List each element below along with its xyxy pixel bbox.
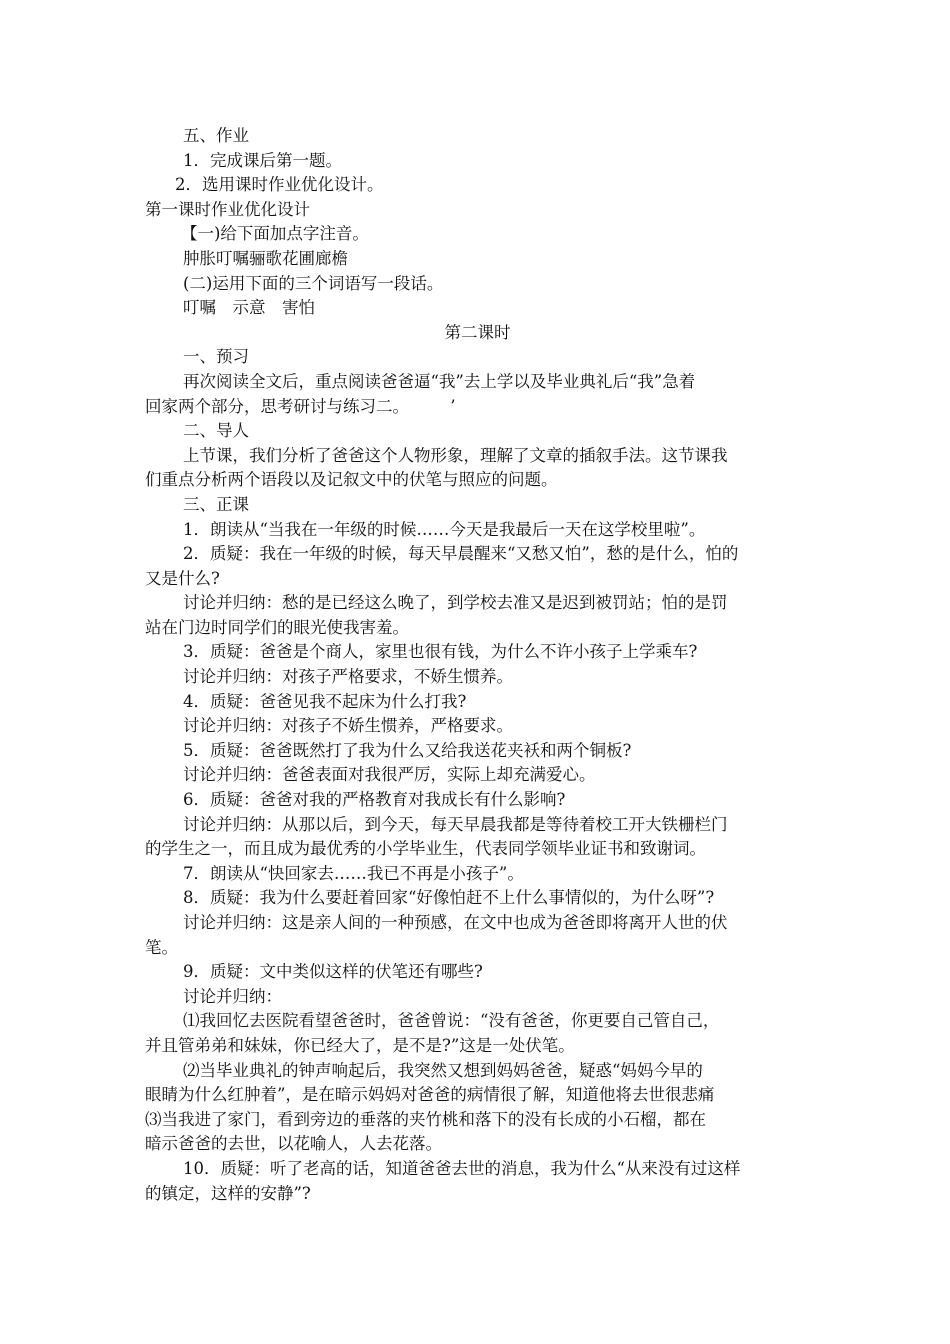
text-line: 的镇定，这样的安静”? bbox=[145, 1183, 311, 1203]
text-line: 的学生之一，而且成为最优秀的小学毕业生，代表同学领毕业证书和致谢词。 bbox=[145, 839, 706, 859]
text-line: 们重点分析两个语段以及记叙文中的伏笔与照应的问题。 bbox=[145, 470, 558, 490]
text-line: 10．质疑：听了老高的话，知道爸爸去世的消息，我为什么“从来没有过这样 bbox=[183, 1158, 741, 1178]
text-line: 2．选用课时作业优化设计。 bbox=[175, 175, 384, 195]
text-line: 7．朗读从“快回家去……我已不再是小孩子”。 bbox=[183, 863, 524, 883]
text-line: 讨论并归纳：这是亲人间的一种预感，在文中也成为爸爸即将离开人世的伏 bbox=[183, 913, 728, 932]
text-line: 3．质疑：爸爸是个商人，家里也很有钱，为什么不许小孩子上学乘车? bbox=[183, 642, 698, 662]
text-line: 笔。 bbox=[145, 937, 178, 957]
text-line: 第二课时 bbox=[444, 322, 511, 342]
text-line: 五、作业 bbox=[183, 126, 249, 145]
text-line: 站在门边时同学们的眼光使我害羞。 bbox=[145, 617, 409, 637]
text-line: 5．质疑：爸爸既然打了我为什么又给我送花夹袄和两个铜板? bbox=[183, 740, 632, 760]
text-line: 讨论并归纳：愁的是已经这么晚了，到学校去准又是迟到被罚站；怕的是罚 bbox=[183, 593, 728, 613]
text-line: 讨论并归纳：从那以后，到今天，每天早晨我都是等待着校工开大铁栅栏门 bbox=[183, 814, 728, 834]
text-line: 1．朗读从“当我在一年级的时候……今天是我最后一天在这学校里啦”。 bbox=[183, 519, 706, 539]
text-line: 【一)给下面加点字注音。 bbox=[181, 224, 369, 244]
text-line: 一、预习 bbox=[183, 347, 249, 367]
document-body bbox=[145, 124, 810, 1206]
text-line: 二、导人 bbox=[183, 421, 249, 441]
text-line: 叮嘱 示意 害怕 bbox=[183, 298, 315, 318]
text-line: (二)运用下面的三个词语写一段话。 bbox=[183, 273, 444, 293]
text-line: 再次阅读全文后，重点阅读爸爸逼“我”去上学以及毕业典礼后“我”急着 bbox=[183, 371, 696, 391]
text-line: 9．质疑：文中类似这样的伏笔还有哪些? bbox=[183, 962, 483, 982]
text-line: 4．质疑：爸爸见我不起床为什么打我? bbox=[183, 691, 467, 711]
text-line: 讨论并归纳：对孩子严格要求，不娇生惯养。 bbox=[183, 667, 513, 687]
text-line: ⑵当毕业典礼的钟声响起后，我突然又想到妈妈爸爸，疑惑“妈妈今早的 bbox=[183, 1060, 703, 1080]
text-line: 8．质疑：我为什么要赶着回家“好像怕赶不上什么事情似的，为什么呀”? bbox=[183, 888, 715, 908]
text-line: 6．质疑：爸爸对我的严格教育对我成长有什么影响? bbox=[183, 790, 566, 810]
text-line: 第一课时作业优化设计 bbox=[145, 199, 310, 219]
text-line: 1．完成课后第一题。 bbox=[183, 150, 342, 170]
text-line: 并且管弟弟和妹妹，你已经大了，是不是?”这是一处伏笔。 bbox=[145, 1035, 575, 1055]
text-line: 又是什么? bbox=[145, 568, 220, 588]
text-line: ⑶当我进了家门，看到旁边的垂落的夹竹桃和落下的没有长成的小石榴，都在 bbox=[145, 1109, 706, 1129]
text-line: 暗示爸爸的去世，以花喻人，人去花落。 bbox=[145, 1134, 442, 1154]
text-line: 讨论并归纳：对孩子不娇生惯养，严格要求。 bbox=[183, 716, 513, 736]
text-line: 2．质疑：我在一年级的时候，每天早晨醒来“又愁又怕”，愁的是什么，怕的 bbox=[183, 544, 739, 564]
text-line: 肿胀叮嘱骊歌花圃廊檐 bbox=[183, 248, 348, 268]
text-line: ⑴我回忆去医院看望爸爸时，爸爸曾说：“没有爸爸，你更要自己管自己， bbox=[183, 1011, 720, 1031]
text-line: 三、正课 bbox=[183, 494, 249, 514]
text-line: 上节课，我们分析了爸爸这个人物形象，理解了文章的插叙手法。这节课我 bbox=[183, 445, 728, 465]
text-line: 讨论并归纳： bbox=[183, 986, 282, 1006]
text-line: 回家两个部分，思考研讨与练习二。 ’ bbox=[145, 396, 456, 416]
text-line: 眼睛为什么红肿着”，是在暗示妈妈对爸爸的病情很了解，知道他将去世很悲痛 bbox=[145, 1085, 715, 1105]
text-line: 讨论并归纳：爸爸表面对我很严厉，实际上却充满爱心。 bbox=[183, 765, 596, 785]
